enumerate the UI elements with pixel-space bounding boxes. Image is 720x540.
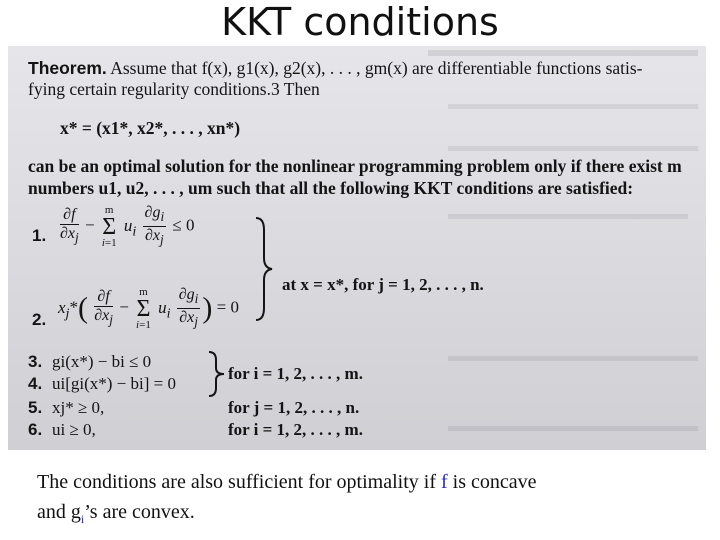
caption-text-3: and g bbox=[37, 501, 81, 523]
theorem-line-2: fying certain regularity conditions.3 Then bbox=[28, 79, 320, 99]
theorem-line-1 bbox=[28, 58, 643, 78]
condition-5-range: for j = 1, 2, . . . , n. bbox=[228, 398, 360, 417]
brace-conditions-1-2 bbox=[252, 216, 276, 322]
condition-1-formula: $\frac{\partial f}{\partial x_j}$ − m Σ i=1 $u_i$ $\frac{\partial g_i}{\partial x_j}$ ≤ 0 bbox=[60, 203, 195, 249]
conditions-1-2-range: at x = x*, for j = 1, 2, . . . , n. bbox=[282, 275, 484, 294]
theorem-heading: Theorem. bbox=[28, 58, 107, 78]
condition-2-formula: $x_j*$( $\frac{\partial f}{\partial x_j}$ − m Σ i=1 $u_i$ $\frac{\partial g_i}{\partial x_j}$ ) = 0 bbox=[58, 285, 239, 331]
conditions-3-4-range: for i = 1, 2, . . . , m. bbox=[228, 364, 363, 383]
bleed-through-texture bbox=[448, 214, 688, 219]
condition-6-number: 6. bbox=[28, 420, 43, 439]
condition-1-inequality: ≤ 0 bbox=[172, 215, 195, 235]
bleed-through-texture bbox=[448, 146, 698, 151]
slide-title: KKT conditions bbox=[221, 0, 499, 44]
condition-3-formula: gi(x*) − bi ≤ 0 bbox=[52, 352, 152, 371]
bleed-through-texture bbox=[428, 50, 698, 56]
condition-6-range: for i = 1, 2, . . . , m. bbox=[228, 420, 363, 439]
caption-text-4: ’s are convex. bbox=[84, 501, 195, 523]
sufficiency-caption bbox=[37, 467, 697, 534]
theorem-optimal-point: x* = (x1*, x2*, . . . , xn*) bbox=[60, 118, 241, 138]
theorem-line-4: can be an optimal solution for the nonlinear programming problem only if there exist m bbox=[28, 156, 682, 176]
condition-5-formula: xj* ≥ 0, bbox=[52, 398, 105, 417]
brace-conditions-3-4 bbox=[206, 350, 228, 398]
condition-3-number: 3. bbox=[28, 352, 43, 371]
caption-text-1: The conditions are also sufficient for optimality if bbox=[37, 471, 441, 493]
condition-6-formula: ui ≥ 0, bbox=[52, 420, 96, 439]
bleed-through-texture bbox=[448, 356, 698, 361]
bleed-through-texture bbox=[448, 426, 698, 431]
condition-2-equality: = 0 bbox=[216, 297, 239, 317]
theorem-line-1-text: Assume that f(x), g1(x), g2(x), . . . , gm(x) are differentiable functions satis- bbox=[110, 58, 643, 78]
caption-subscript-i: i bbox=[80, 512, 85, 526]
condition-4-number: 4. bbox=[28, 374, 43, 393]
caption-variable-f: f bbox=[440, 471, 448, 493]
bleed-through-texture bbox=[448, 104, 698, 109]
theorem-line-5: numbers u1, u2, . . . , um such that all the following KKT conditions are satisfied: bbox=[28, 178, 634, 198]
theorem-scan-image bbox=[8, 46, 706, 450]
condition-5-number: 5. bbox=[28, 398, 43, 417]
condition-1-number: 1. bbox=[32, 226, 47, 245]
condition-4-formula: ui[gi(x*) − bi] = 0 bbox=[52, 374, 176, 393]
caption-text-2: is concave bbox=[447, 471, 537, 493]
condition-2-number: 2. bbox=[32, 310, 47, 329]
